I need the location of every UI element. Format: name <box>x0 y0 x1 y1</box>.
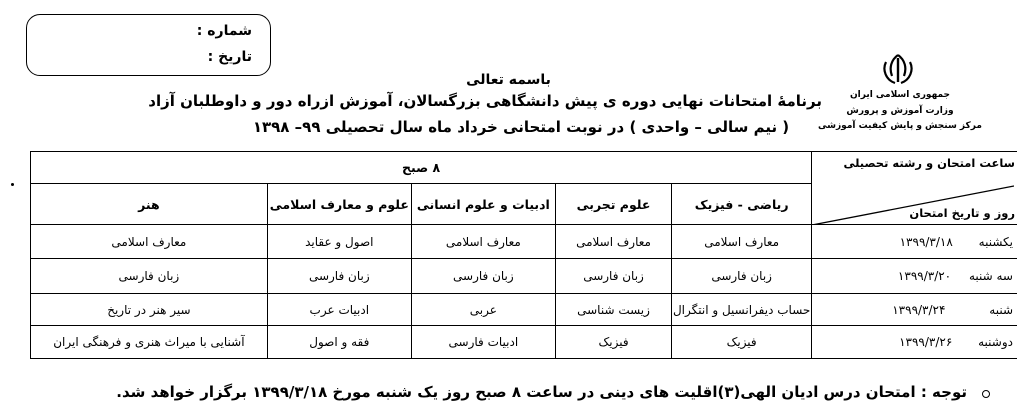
date-value: ۱۳۹۹/۳/۲۰ <box>897 269 952 283</box>
note-text: توجه : امتحان درس ادیان الهی(۳)اقلیت های دینی در ساعت ۸ صبح روز یک شنبه مورخ ۱۳۹۹/۳/۱۸ برگزار خواهد شد. <box>116 383 967 401</box>
day-label: دوشنبه <box>978 335 1013 349</box>
day-date-cell <box>812 294 1017 326</box>
table-cell: زبان فارسی <box>411 259 555 294</box>
table-cell: زبان فارسی <box>31 259 268 294</box>
table-cell: آشنایی با میراث هنری و فرهنگی ایران <box>31 326 268 359</box>
table-cell: زبان فارسی <box>672 259 812 294</box>
table-row <box>31 225 1017 259</box>
date-value: ۱۳۹۹/۳/۲۶ <box>899 335 953 349</box>
table-cell: فیزیک <box>555 326 671 359</box>
day-label: سه شنبه <box>968 269 1013 283</box>
org-ministry: وزارت آموزش و پرورش <box>846 106 954 116</box>
table-row <box>31 259 1017 294</box>
table-cell: فیزیک <box>672 326 812 359</box>
day-date-cell <box>812 259 1017 294</box>
bullet-icon <box>982 390 990 398</box>
table-cell: سیر هنر در تاریخ <box>31 294 268 326</box>
table-cell: معارف اسلامی <box>411 225 555 259</box>
date-value: ۱۳۹۹/۳/۲۴ <box>892 302 946 317</box>
document-title: برنامهٔ امتحانات نهایی دوره ی پیش دانشگاهی بزرگسالان، آموزش ازراه دور و داوطلبان آزاد <box>148 92 822 110</box>
table-cell: ادبیات فارسی <box>411 326 555 359</box>
table-cell: معارف اسلامی <box>672 225 812 259</box>
column-header-humanities: ادبیات و علوم انسانی <box>411 184 555 225</box>
column-header-experimental-sciences: علوم تجربی <box>555 184 671 225</box>
table-row <box>31 294 1017 326</box>
document-subtitle: ( نیم سالی – واحدی ) در نوبت امتحانی خرداد ماه سال تحصیلی ۹۹– ۱۳۹۸ <box>252 118 790 136</box>
table-cell: ادبیات عرب <box>267 294 411 326</box>
date-label: تاریخ : <box>207 49 252 65</box>
corner-cell <box>812 152 1017 225</box>
table-cell: زیست شناسی <box>555 294 671 326</box>
org-center: مرکز سنجش و پایش کیفیت آموزشی <box>818 121 982 131</box>
table-cell: زبان فارسی <box>267 259 411 294</box>
corner-top-label: ساعت امتحان و رشته تحصیلی <box>843 156 1015 170</box>
table-cell: حساب دیفرانسیل و انتگرال <box>672 294 812 326</box>
stray-dot <box>11 183 14 186</box>
exam-schedule-table <box>30 151 1017 359</box>
day-date-cell <box>812 326 1017 359</box>
number-date-box <box>26 14 271 76</box>
number-label: شماره : <box>196 23 252 39</box>
table-cell: عربی <box>411 294 555 326</box>
basmala-heading: باسمه تعالی <box>466 72 551 88</box>
iran-emblem-icon <box>878 52 918 86</box>
table-cell: اصول و عقاید <box>267 225 411 259</box>
table-cell: زبان فارسی <box>555 259 671 294</box>
header-row-time <box>31 152 1017 184</box>
corner-bottom-label: روز و تاریخ امتحان <box>909 206 1015 220</box>
table-cell: معارف اسلامی <box>555 225 671 259</box>
day-label: یکشنبه <box>978 234 1013 249</box>
org-country: جمهوری اسلامی ایران <box>849 90 951 100</box>
column-header-art: هنر <box>31 184 268 225</box>
day-date-cell <box>812 225 1017 259</box>
column-header-math-physics: ریاضی - فیزیک <box>672 184 812 225</box>
table-cell: معارف اسلامی <box>31 225 268 259</box>
column-header-islamic-studies: علوم و معارف اسلامی <box>267 184 411 225</box>
table-cell: فقه و اصول <box>267 326 411 359</box>
time-header: ۸ صبح <box>31 152 812 184</box>
table-row <box>31 326 1017 359</box>
day-label: شنبه <box>989 302 1013 317</box>
date-value: ۱۳۹۹/۳/۱۸ <box>899 234 953 249</box>
